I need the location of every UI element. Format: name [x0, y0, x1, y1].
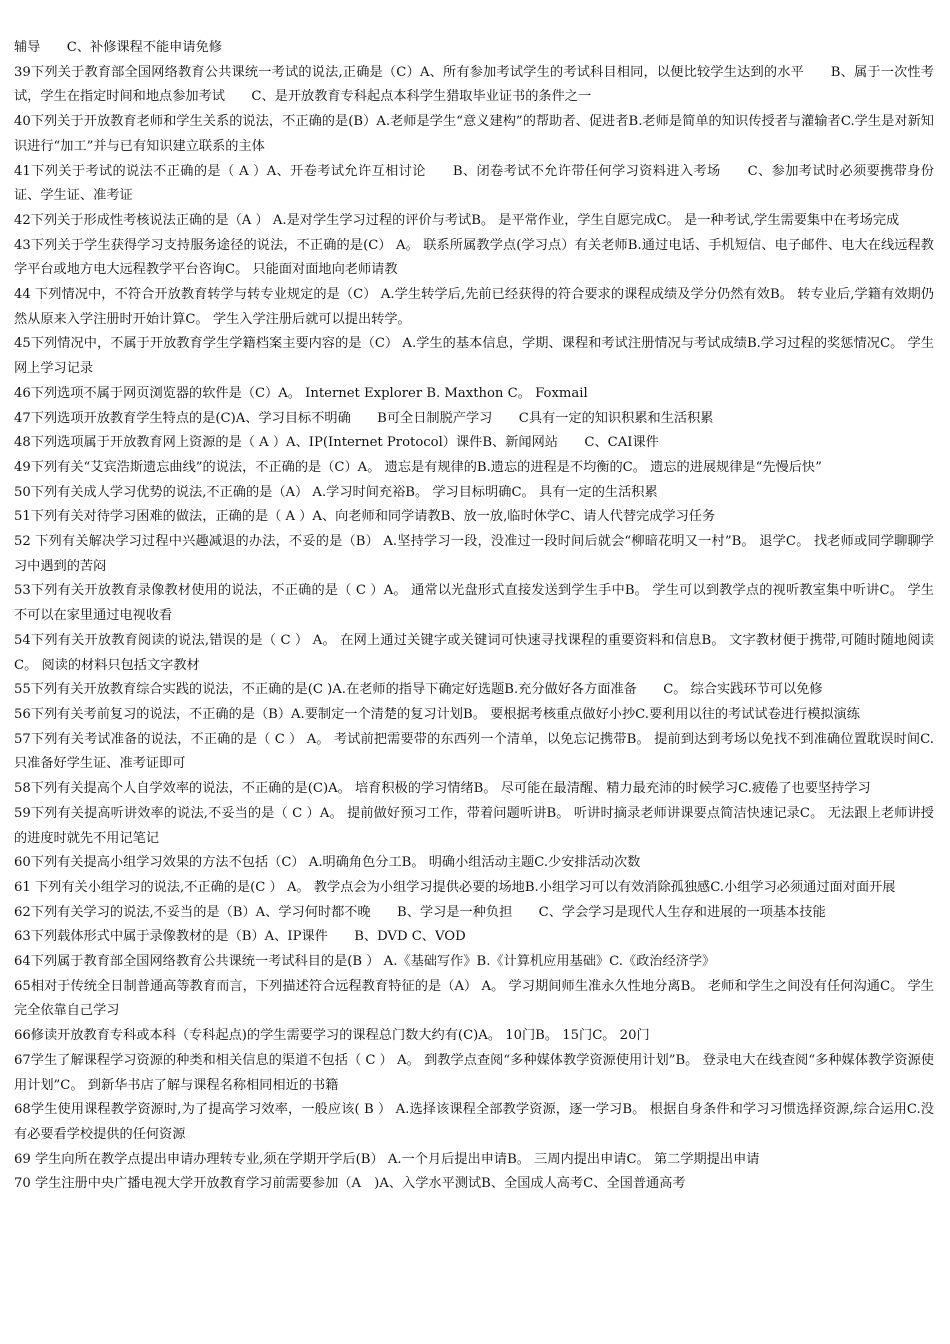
question-51: 51下列有关对待学习困难的做法，正确的是（ A ）A、向老师和同学请教B、放一放,临时休学C、请人代替完成学习任务: [14, 509, 716, 525]
question-41: 41下列关于考试的说法不正确的是（ A ）A、开卷考试允许互相讨论 B、闭卷考试不允许带任何学习资料进入考场 C、参加考试时必须要携带身份证、学生证、准考证: [14, 163, 934, 204]
question-39: 39下列关于教育部全国网络教育公共课统一考试的说法,正确是（C）A、所有参加考试学生的考试科目相同，以便比较学生达到的水平 B、属于一次性考试，学生在指定时间和地点参加考试 C、是开放教育专科起点本科学生猎取毕业证书的条件之一: [14, 64, 934, 105]
question-61: 61 下列有关小组学习的说法,不正确的是(C ） A。 教学点会为小组学习提供必要的场地B.小组学习可以有效消除孤独感C.小组学习必须通过面对面开展: [14, 879, 896, 895]
question-66: 66修读开放教育专科或本科（专科起点)的学生需要学习的课程总门数大约有(C)A。 10门B。 15门C。 20门: [14, 1028, 650, 1044]
question-57: 57下列有关考试准备的说法，不正确的是（ C ） A。 考试前把需要带的东西列一个清单，以免忘记携带B。 提前到达到考场以免找不到准确位置耽误时间C.只准备好学生证、准考证即可: [14, 731, 934, 772]
question-54: 54下列有关开放教育阅读的说法,错误的是（ C ） A。 在网上通过关键字或关键词可快速寻找课程的重要资料和信息B。 文字教材便于携带,可随时随地阅读C。 阅读的材料只包括文字教材: [14, 632, 934, 673]
question-60: 60下列有关提高小组学习效果的方法不包括（C） A.明确角色分工B。 明确小组活动主题C.少安排活动次数: [14, 855, 641, 871]
question-43: 43下列关于学生获得学习支持服务途径的说法，不正确的是(C） A。 联系所属教学点(学习点）有关老师B.通过电话、手机短信、电子邮件、电大在线远程教学平台或地方电大远程教学平台咨询C。 只能面对面地向老师请教: [14, 237, 934, 278]
question-49: 49下列有关“艾宾浩斯遗忘曲线”的说法，不正确的是（C）A。 遗忘是有规律的B.遗忘的进程是不均衡的C。 遗忘的进展规律是“先慢后快”: [14, 459, 822, 475]
document-body: [14, 36, 934, 1197]
question-42: 42下列关于形成性考核说法正确的是（A ） A.是对学生学习过程的评价与考试B。 是平常作业，学生自愿完成C。 是一种考试,学生需要集中在考场完成: [14, 212, 900, 228]
question-48: 48下列选项属于开放教育网上资源的是（ A ）A、IP(Internet Protocol）课件B、新闻网站 C、CAI课件: [14, 435, 659, 451]
question-70: 70 学生注册中央广播电视大学开放教育学习前需要参加（A )A、入学水平测试B、全国成人高考C、全国普通高考: [14, 1176, 686, 1192]
question-56: 56下列有关考前复习的说法，不正确的是（B）A.要制定一个清楚的复习计划B。 要根据考核重点做好小抄C.要利用以往的考试试卷进行模拟演练: [14, 706, 860, 722]
question-45: 45下列情况中，不属于开放教育学生学籍档案主要内容的是（C） A.学生的基本信息，学期、课程和考试注册情况与考试成绩B.学习过程的奖惩情况C。 学生网上学习记录: [14, 336, 934, 377]
question-47: 47下列选项开放教育学生特点的是(C)A、学习目标不明确 B可全日制脱产学习 C具有一定的知识积累和生活积累: [14, 410, 714, 426]
question-67: 67学生了解课程学习资源的种类和相关信息的渠道不包括（ C ） A。 到教学点查阅“多种媒体教学资源使用计划”B。 登录电大在线查阅“多种媒体教学资源使用计划”C。 到新华书店了解与课程名称相同相近的书籍: [14, 1052, 934, 1093]
question-63: 63下列载体形式中属于录像教材的是（B）A、IP课件 B、DVD C、VOD: [14, 929, 466, 945]
question-44: 44 下列情况中，不符合开放教育转学与转专业规定的是（C） A.学生转学后,先前已经获得的符合要求的课程成绩及学分仍然有效B。 转专业后,学籍有效期仍然从原来入学注册时开始计算C。 学生入学注册后就可以提出转学。: [14, 287, 934, 327]
question-59: 59下列有关提高听讲效率的说法,不妥当的是（ C ）A。 提前做好预习工作，带着问题听讲B。 听讲时摘录老师讲课要点简洁快速记录C。 无法跟上老师讲授的进度时就先不用记笔记: [14, 805, 934, 846]
question-62: 62下列有关学习的说法,不妥当的是（B）A、学习何时都不晚 B、学习是一种负担 C、学会学习是现代人生存和进展的一项基本技能: [14, 904, 826, 920]
question-55: 55下列有关开放教育综合实践的说法，不正确的是(C )A.在老师的指导下确定好选题B.充分做好各方面准备 C。 综合实践环节可以免修: [14, 682, 823, 698]
paragraph-fragment-intro: 辅导 C、补修课程不能申请免修: [14, 40, 222, 55]
question-64: 64下列属于教育部全国网络教育公共课统一考试科目的是(B ） A.《基础写作》B.《计算机应用基础》C.《政治经济学》: [14, 954, 716, 970]
question-40: 40下列关于开放教育老师和学生关系的说法，不正确的是(B）A.老师是学生“意义建构”的帮助者、促进者B.老师是简单的知识传授者与灌输者C.学生是对新知识进行“加工”并与已有知识建立联系的主体: [14, 114, 934, 154]
question-68: 68学生使用课程教学资源时,为了提高学习效率，一般应该( B ） A.选择该课程全部教学资源，逐一学习B。 根据自身条件和学习习惯选择资源,综合运用C.没有必要看学校提供的任何资源: [14, 1102, 934, 1142]
question-46: 46下列选项不属于网页浏览器的软件是（C）A。 Internet Explorer B. Maxthon C。 Foxmail: [14, 385, 588, 401]
question-53: 53下列有关开放教育录像教材使用的说法，不正确的是（ C ）A。 通常以光盘形式直接发送到学生手中B。 学生可以到教学点的视听教室集中听讲C。 学生不可以在家里通过电视收看: [14, 583, 934, 624]
question-65: 65相对于传统全日制普通高等教育而言，下列描述符合远程教育特征的是（A） A。 学习期间师生准永久性地分离B。 老师和学生之间没有任何沟通C。 学生完全依靠自己学习: [14, 978, 934, 1019]
question-58: 58下列有关提高个人自学效率的说法，不正确的是(C)A。 培育积极的学习情绪B。 尽可能在最清醒、精力最充沛的时候学习C.疲倦了也要坚持学习: [14, 781, 871, 797]
question-69: 69 学生向所在教学点提出申请办理转专业,须在学期开学后(B） A.一个月后提出申请B。 三周内提出申请C。 第二学期提出申请: [14, 1151, 760, 1167]
question-52: 52 下列有关解决学习过程中兴趣减退的办法，不妥的是（B） A.坚持学习一段，没准过一段时间后就会“柳暗花明又一村”B。 退学C。 找老师或同学聊聊学习中遇到的苦闷: [14, 534, 934, 574]
question-50: 50下列有关成人学习优势的说法,不正确的是（A） A.学习时间充裕B。 学习目标明确C。 具有一定的生活积累: [14, 484, 658, 500]
